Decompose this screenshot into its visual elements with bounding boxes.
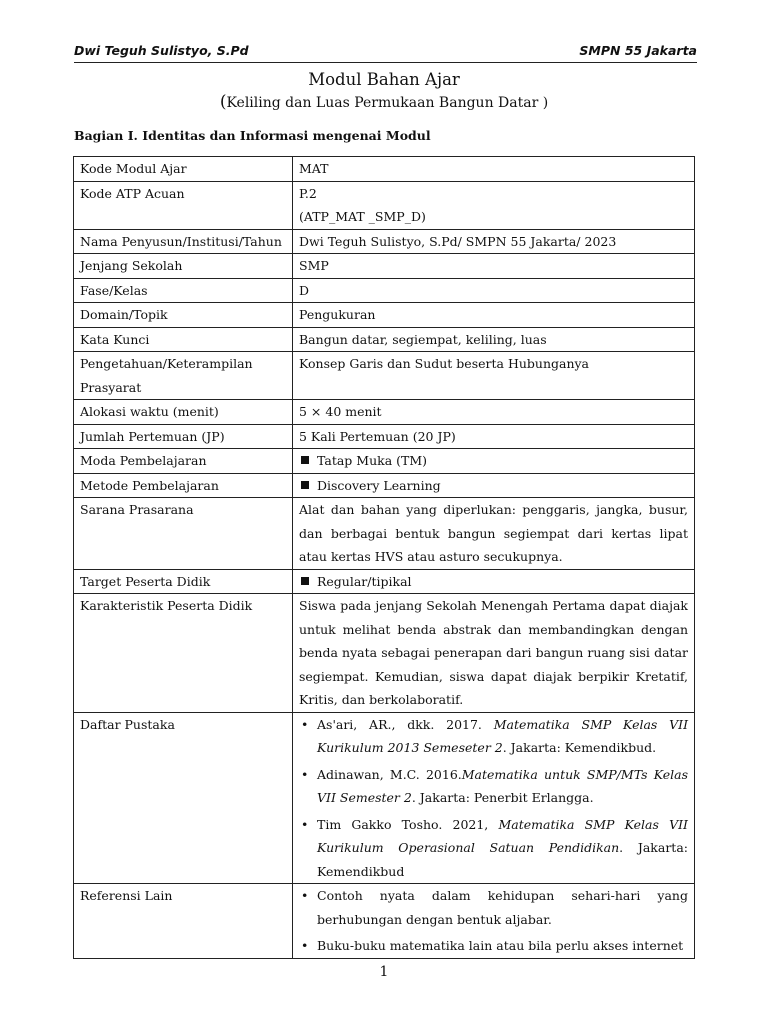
page-header [74, 40, 697, 63]
row-value: SMP [293, 254, 695, 279]
list-item: • Contoh nyata dalam kehidupan sehari-hari yang berhubungan dengan bentuk aljabar. [299, 884, 688, 931]
row-label: Fase/Kelas [74, 278, 293, 303]
row-label: Pengetahuan/Keterampilan Prasyarat [74, 352, 293, 400]
subtitle-open-paren: ( [219, 92, 227, 112]
list-item: • Adinawan, M.C. 2016.Matematika untuk SMP/MTs Kelas VII Semester 2. Jakarta: Penerbit Erlangga. [299, 763, 688, 810]
row-value: Siswa pada jenjang Sekolah Menengah Pertama dapat diajak untuk melihat benda abstrak dan membandingkan dengan benda nyata sebagai penerapan dari bangun ruang sisi datar segiempat. Kemudian, siswa dapat diajak berpikir Kretatif, Kritis, dan berkolaboratif. [293, 594, 695, 713]
document-subtitle [0, 92, 768, 112]
table-row [74, 594, 695, 713]
metode-value: Discovery Learning [317, 477, 441, 493]
row-value: Bangun datar, segiempat, keliling, luas [293, 327, 695, 352]
header-author: Dwi Teguh Sulistyo, S.Pd [74, 43, 249, 58]
row-value [293, 473, 695, 498]
row-label: Kode Modul Ajar [74, 157, 293, 182]
subtitle-text: Keliling dan Luas Permukaan Bangun Datar ) [226, 95, 549, 111]
list-item: • Buku-buku matematika lain atau bila perlu akses internet [299, 934, 688, 958]
row-value: 5 × 40 menit [293, 400, 695, 425]
other-reference-list [299, 884, 688, 958]
row-label: Karakteristik Peserta Didik [74, 594, 293, 713]
row-label: Kode ATP Acuan [74, 181, 293, 229]
table-row [74, 712, 695, 884]
row-label: Daftar Pustaka [74, 712, 293, 884]
row-label: Kata Kunci [74, 327, 293, 352]
table-row [74, 569, 695, 594]
atp-code: P.2 [299, 185, 317, 201]
table-row [74, 400, 695, 425]
square-bullet-icon [301, 577, 309, 585]
table-row [74, 449, 695, 474]
table-row [74, 473, 695, 498]
table-row [74, 352, 695, 400]
row-label: Nama Penyusun/Institusi/Tahun [74, 229, 293, 254]
row-value [293, 884, 695, 959]
table-row [74, 498, 695, 570]
row-label: Jenjang Sekolah [74, 254, 293, 279]
table-row [74, 424, 695, 449]
module-info-table [73, 156, 695, 959]
table-row [74, 303, 695, 328]
row-value: MAT [293, 157, 695, 182]
row-value: Alat dan bahan yang diperlukan: penggaris, jangka, busur, dan berbagai bentuk bangun segiempat dari kertas lipat atau kertas HVS atau asturo secukupnya. [293, 498, 695, 570]
row-value [293, 181, 695, 229]
row-value [293, 712, 695, 884]
square-bullet-icon [301, 481, 309, 489]
row-label: Metode Pembelajaran [74, 473, 293, 498]
row-label: Alokasi waktu (menit) [74, 400, 293, 425]
table-row [74, 229, 695, 254]
row-value: D [293, 278, 695, 303]
row-value: Pengukuran [293, 303, 695, 328]
table-row [74, 278, 695, 303]
row-label: Moda Pembelajaran [74, 449, 293, 474]
reference-list [299, 713, 688, 884]
table-row [74, 181, 695, 229]
row-value: 5 Kali Pertemuan (20 JP) [293, 424, 695, 449]
target-value: Regular/tipikal [317, 573, 412, 589]
row-label: Domain/Topik [74, 303, 293, 328]
row-value: Dwi Teguh Sulistyo, S.Pd/ SMPN 55 Jakarta/ 2023 [293, 229, 695, 254]
header-school: SMPN 55 Jakarta [579, 43, 697, 58]
row-label: Jumlah Pertemuan (JP) [74, 424, 293, 449]
row-label: Target Peserta Didik [74, 569, 293, 594]
atp-code-detail: (ATP_MAT _SMP_D) [299, 209, 426, 224]
row-value: Konsep Garis dan Sudut beserta Hubunganya [293, 352, 695, 400]
list-item: • As'ari, AR., dkk. 2017. Matematika SMP Kelas VII Kurikulum 2013 Semeseter 2. Jakarta: Kemendikbud. [299, 713, 688, 760]
square-bullet-icon [301, 456, 309, 464]
table-row [74, 254, 695, 279]
row-label: Sarana Prasarana [74, 498, 293, 570]
page-number: 1 [379, 964, 389, 980]
table-row [74, 157, 695, 182]
row-value [293, 449, 695, 474]
row-label: Referensi Lain [74, 884, 293, 959]
moda-value: Tatap Muka (TM) [317, 453, 428, 468]
table-row [74, 884, 695, 959]
list-item: • Tim Gakko Tosho. 2021, Matematika SMP Kelas VII Kurikulum Operasional Satuan Pendidikan. Jakarta: Kemendikbud [299, 813, 688, 884]
row-value [293, 569, 695, 594]
section-title: Bagian I. Identitas dan Informasi mengenai Modul [74, 128, 431, 143]
document-title: Modul Bahan Ajar [308, 70, 460, 89]
table-row [74, 327, 695, 352]
